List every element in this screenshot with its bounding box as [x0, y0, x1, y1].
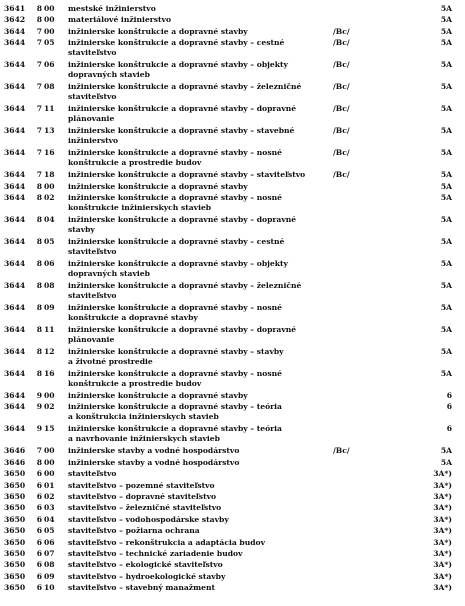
form-cell: /Bc/ — [333, 26, 350, 36]
code-cell: 3644 — [4, 148, 26, 158]
code-cell: 3644 — [4, 303, 26, 312]
name-line: a životné prostredie — [68, 356, 153, 366]
category-cell: 3A*) — [433, 526, 452, 536]
sub-code-cell: 03 — [44, 503, 55, 513]
form-cell: /Bc/ — [333, 82, 350, 92]
name-cell — [68, 60, 330, 79]
name-line: a navrhovanie inžinierskych stavieb — [68, 433, 220, 443]
code-cell: 3650 — [4, 537, 26, 547]
name-line: inžinierske konštrukcie a dopravné stavby – objekty — [68, 259, 288, 268]
name-line: inžinierske konštrukcie a dopravné stavby – cestné — [68, 237, 285, 246]
name-cell — [68, 27, 330, 37]
code-cell: 3642 — [4, 15, 26, 25]
level-cell: 8 — [36, 181, 42, 191]
category-cell: 5A — [440, 15, 452, 25]
code-cell: 3644 — [4, 325, 26, 334]
name-cell — [68, 572, 330, 582]
sub-code-cell: 11 — [44, 325, 55, 334]
name-line: stavby — [68, 224, 95, 234]
sub-code-cell: 01 — [44, 480, 55, 490]
form-cell: /Bc/ — [333, 148, 350, 158]
category-cell: 3A*) — [433, 503, 452, 513]
name-line: plánovanie — [68, 334, 115, 344]
sub-code-cell: 13 — [44, 126, 55, 136]
level-cell: 6 — [36, 549, 42, 558]
name-cell — [68, 104, 330, 123]
name-cell — [68, 469, 330, 479]
sub-code-cell: 00 — [44, 446, 55, 456]
name-line: staviteľstvo – stavebný manažment — [68, 583, 216, 593]
level-cell: 7 — [36, 60, 42, 70]
code-cell: 3646 — [4, 457, 26, 467]
name-cell — [68, 193, 330, 212]
level-cell: 8 — [36, 215, 42, 224]
name-line: inžinierske konštrukcie a dopravné stavby — [68, 26, 248, 36]
name-cell — [68, 560, 330, 570]
name-cell — [68, 170, 330, 180]
name-line: staviteľstvo — [68, 469, 117, 479]
category-cell: 5A — [440, 369, 452, 378]
name-cell — [68, 347, 330, 366]
name-cell — [68, 38, 330, 57]
name-line: inžinierske konštrukcie a dopravné stavby – nosné — [68, 369, 282, 378]
category-cell: 6 — [446, 402, 452, 412]
name-cell — [68, 259, 330, 278]
code-cell: 3650 — [4, 514, 26, 524]
sub-code-cell: 04 — [44, 215, 55, 224]
sub-code-cell: 09 — [44, 303, 55, 312]
code-cell: 3644 — [4, 215, 26, 224]
sub-code-cell: 06 — [44, 537, 55, 547]
name-line: inžinierske konštrukcie a dopravné stavby – objekty — [68, 60, 288, 70]
level-cell: 8 — [36, 15, 42, 25]
name-line: staviteľstvo — [68, 47, 117, 57]
name-cell — [68, 325, 330, 344]
name-line: staviteľstvo – železničné staviteľstvo — [68, 503, 222, 513]
name-line: inžinierske konštrukcie a dopravné stavby – dopravné — [68, 325, 297, 334]
code-cell: 3646 — [4, 446, 26, 456]
sub-code-cell: 16 — [44, 148, 55, 158]
sub-code-cell: 18 — [44, 170, 55, 180]
category-cell: 5A — [440, 215, 452, 224]
name-line: staviteľstvo – rekonštrukcia a adaptácia budov — [68, 537, 266, 547]
level-cell: 6 — [36, 514, 42, 524]
sub-code-cell: 05 — [44, 237, 55, 246]
name-cell — [68, 481, 330, 491]
code-cell: 3644 — [4, 26, 26, 36]
name-line: inžinierske konštrukcie a dopravné stavby – teória — [68, 424, 282, 434]
name-line: dopravných stavieb — [68, 268, 150, 278]
category-cell: 6 — [446, 391, 452, 400]
category-cell: 5A — [440, 82, 452, 92]
code-cell: 3644 — [4, 237, 26, 246]
name-line: inžinierske konštrukcie a dopravné stavby – stavebné — [68, 126, 295, 136]
name-line: staviteľstvo – technické zariadenie budov — [68, 549, 243, 558]
code-cell: 3650 — [4, 571, 26, 581]
level-cell: 8 — [36, 347, 42, 356]
sub-code-cell: 00 — [44, 4, 55, 13]
level-cell: 6 — [36, 469, 42, 479]
sub-code-cell: 02 — [44, 492, 55, 501]
level-cell: 8 — [36, 457, 42, 467]
code-cell: 3650 — [4, 526, 26, 536]
level-cell: 6 — [36, 480, 42, 490]
name-line: inžinierske konštrukcie a dopravné stavby – dopravné — [68, 215, 297, 224]
sub-code-cell: 06 — [44, 259, 55, 268]
form-cell: /Bc/ — [333, 38, 350, 48]
level-cell: 7 — [36, 38, 42, 48]
sub-code-cell: 05 — [44, 526, 55, 536]
sub-code-cell: 04 — [44, 514, 55, 524]
code-cell: 3644 — [4, 281, 26, 290]
name-line: staviteľstvo — [68, 91, 117, 101]
level-cell: 8 — [36, 303, 42, 312]
level-cell: 6 — [36, 571, 42, 581]
name-line: staviteľstvo — [68, 246, 117, 256]
code-cell: 3641 — [4, 4, 26, 13]
category-cell: 3A*) — [433, 469, 452, 479]
level-cell: 6 — [36, 503, 42, 513]
name-cell — [68, 515, 330, 525]
category-cell: 3A*) — [433, 583, 452, 593]
name-line: mestské inžinierstvo — [68, 4, 156, 13]
category-cell: 5A — [440, 104, 452, 114]
name-line: inžinierske konštrukcie a dopravné stavby – dopravné — [68, 104, 297, 114]
name-cell — [68, 526, 330, 536]
category-cell: 5A — [440, 259, 452, 268]
sub-code-cell: 08 — [44, 281, 55, 290]
name-cell — [68, 148, 330, 167]
category-cell: 5A — [440, 237, 452, 246]
name-cell — [68, 15, 330, 25]
name-line: inžinierske konštrukcie a dopravné stavby – železničné — [68, 82, 302, 92]
name-line: inžinierske konštrukcie a dopravné stavby — [68, 391, 248, 400]
name-line: inžinierske stavby a vodné hospodárstvo — [68, 446, 240, 456]
level-cell: 6 — [36, 526, 42, 536]
level-cell: 7 — [36, 446, 42, 456]
name-line: staviteľstvo – hydroekologické stavby — [68, 571, 226, 581]
name-cell — [68, 281, 330, 300]
form-cell: /Bc/ — [333, 104, 350, 114]
sub-code-cell: 00 — [44, 26, 55, 36]
level-cell: 9 — [36, 391, 42, 400]
code-cell: 3644 — [4, 402, 26, 412]
code-cell: 3650 — [4, 492, 26, 501]
category-cell: 5A — [440, 303, 452, 312]
level-cell: 6 — [36, 583, 42, 593]
sub-code-cell: 05 — [44, 38, 55, 48]
code-cell: 3650 — [4, 560, 26, 570]
code-cell: 3644 — [4, 181, 26, 191]
name-line: staviteľstvo – ekologické staviteľstvo — [68, 560, 223, 570]
name-line: inžinierske konštrukcie a dopravné stavby — [68, 181, 248, 191]
level-cell: 9 — [36, 424, 42, 434]
name-cell — [68, 446, 330, 456]
category-cell: 5A — [440, 170, 452, 180]
sub-code-cell: 09 — [44, 571, 55, 581]
code-cell: 3644 — [4, 82, 26, 92]
code-cell: 3644 — [4, 104, 26, 114]
name-line: inžinierske konštrukcie a dopravné stavby – nosné — [68, 303, 282, 312]
category-cell: 6 — [446, 424, 452, 434]
category-cell: 3A*) — [433, 560, 452, 570]
category-cell: 5A — [440, 281, 452, 290]
level-cell: 7 — [36, 82, 42, 92]
sub-code-cell: 00 — [44, 391, 55, 400]
name-line: konštrukcie inžinierskych stavieb — [68, 202, 212, 212]
name-line: inžinierske konštrukcie a dopravné stavby – železničné — [68, 281, 302, 290]
sub-code-cell: 02 — [44, 402, 55, 412]
sub-code-cell: 12 — [44, 347, 55, 356]
category-cell: 5A — [440, 4, 452, 13]
name-cell — [68, 492, 330, 502]
level-cell: 8 — [36, 259, 42, 268]
category-cell: 3A*) — [433, 571, 452, 581]
code-cell: 3644 — [4, 126, 26, 136]
category-cell: 5A — [440, 26, 452, 36]
category-cell: 3A*) — [433, 549, 452, 558]
name-line: staviteľstvo – dopravné staviteľstvo — [68, 492, 217, 501]
name-cell — [68, 237, 330, 256]
name-cell — [68, 215, 330, 234]
name-line: staviteľstvo – požiarna ochrana — [68, 526, 200, 536]
code-cell: 3650 — [4, 503, 26, 513]
name-line: inžinierske konštrukcie a dopravné stavby – teória — [68, 402, 282, 412]
name-cell — [68, 126, 330, 145]
category-cell: 3A*) — [433, 537, 452, 547]
name-cell — [68, 458, 330, 468]
code-cell: 3644 — [4, 259, 26, 268]
form-cell: /Bc/ — [333, 126, 350, 136]
level-cell: 8 — [36, 369, 42, 378]
form-cell: /Bc/ — [333, 446, 350, 456]
level-cell: 8 — [36, 281, 42, 290]
name-cell — [68, 549, 330, 559]
category-cell: 5A — [440, 126, 452, 136]
name-line: inžinierske konštrukcie a dopravné stavby – staviteľstvo — [68, 170, 306, 180]
name-line: staviteľstvo — [68, 290, 117, 300]
sub-code-cell: 00 — [44, 457, 55, 467]
name-cell — [68, 369, 330, 388]
category-cell: 5A — [440, 457, 452, 467]
sub-code-cell: 08 — [44, 560, 55, 570]
code-cell: 3644 — [4, 347, 26, 356]
name-line: staviteľstvo – pozemné staviteľstvo — [68, 480, 215, 490]
sub-code-cell: 16 — [44, 369, 55, 378]
sub-code-cell: 11 — [44, 104, 55, 114]
name-cell — [68, 4, 330, 14]
category-cell: 5A — [440, 193, 452, 202]
category-cell: 5A — [440, 148, 452, 158]
name-line: materiálové inžinierstvo — [68, 15, 172, 25]
name-line: inžinierske stavby a vodné hospodárstvo — [68, 457, 240, 467]
category-cell: 3A*) — [433, 492, 452, 501]
level-cell: 7 — [36, 104, 42, 114]
code-cell: 3644 — [4, 170, 26, 180]
level-cell: 7 — [36, 148, 42, 158]
code-cell: 3644 — [4, 424, 26, 434]
level-cell: 6 — [36, 492, 42, 501]
name-cell — [68, 82, 330, 101]
name-line: inžinierske konštrukcie a dopravné stavby – stavby — [68, 347, 284, 356]
name-cell — [68, 538, 330, 548]
sub-code-cell: 02 — [44, 193, 55, 202]
code-cell: 3644 — [4, 193, 26, 202]
level-cell: 7 — [36, 170, 42, 180]
sub-code-cell: 15 — [44, 424, 55, 434]
name-cell — [68, 391, 330, 401]
category-cell: 5A — [440, 181, 452, 191]
category-cell: 5A — [440, 60, 452, 70]
code-cell: 3644 — [4, 38, 26, 48]
name-line: inžinierske konštrukcie a dopravné stavby – nosné — [68, 193, 282, 202]
name-line: inžinierske konštrukcie a dopravné stavby – cestné — [68, 38, 285, 48]
name-cell — [68, 182, 330, 192]
sub-code-cell: 00 — [44, 15, 55, 25]
code-cell: 3644 — [4, 369, 26, 378]
sub-code-cell: 07 — [44, 549, 55, 558]
level-cell: 7 — [36, 26, 42, 36]
form-cell: /Bc/ — [333, 60, 350, 70]
category-cell: 5A — [440, 38, 452, 48]
level-cell: 6 — [36, 537, 42, 547]
level-cell: 8 — [36, 4, 42, 13]
level-cell: 7 — [36, 126, 42, 136]
name-cell — [68, 503, 330, 513]
code-cell: 3650 — [4, 583, 26, 593]
category-cell: 3A*) — [433, 514, 452, 524]
name-cell — [68, 402, 330, 421]
level-cell: 8 — [36, 237, 42, 246]
name-line: plánovanie — [68, 113, 115, 123]
name-line: inžinierstvo — [68, 135, 119, 145]
level-cell: 8 — [36, 193, 42, 202]
code-cell: 3644 — [4, 60, 26, 70]
name-line: konštrukcie a prostredie budov — [68, 378, 202, 388]
category-cell: 5A — [440, 446, 452, 456]
name-line: dopravných stavieb — [68, 69, 150, 79]
sub-code-cell: 06 — [44, 60, 55, 70]
sub-code-cell: 10 — [44, 583, 55, 593]
name-cell — [68, 583, 330, 593]
sub-code-cell: 08 — [44, 82, 55, 92]
code-cell: 3650 — [4, 549, 26, 558]
category-cell: 3A*) — [433, 480, 452, 490]
level-cell: 9 — [36, 402, 42, 412]
code-cell: 3644 — [4, 391, 26, 400]
name-line: konštrukcie a prostredie budov — [68, 157, 202, 167]
name-cell — [68, 303, 330, 322]
sub-code-cell: 00 — [44, 181, 55, 191]
code-cell: 3650 — [4, 480, 26, 490]
category-cell: 5A — [440, 347, 452, 356]
level-cell: 8 — [36, 325, 42, 334]
name-line: inžinierske konštrukcie a dopravné stavby – nosné — [68, 148, 282, 158]
level-cell: 6 — [36, 560, 42, 570]
category-cell: 5A — [440, 325, 452, 334]
name-line: konštrukcie a dopravné stavby — [68, 312, 198, 322]
name-line: staviteľstvo – vodohospodárske stavby — [68, 514, 229, 524]
name-line: a konštrukcia inžinierskych stavieb — [68, 411, 219, 421]
name-cell — [68, 424, 330, 443]
code-cell: 3650 — [4, 469, 26, 479]
form-cell: /Bc/ — [333, 170, 350, 180]
sub-code-cell: 00 — [44, 469, 55, 479]
